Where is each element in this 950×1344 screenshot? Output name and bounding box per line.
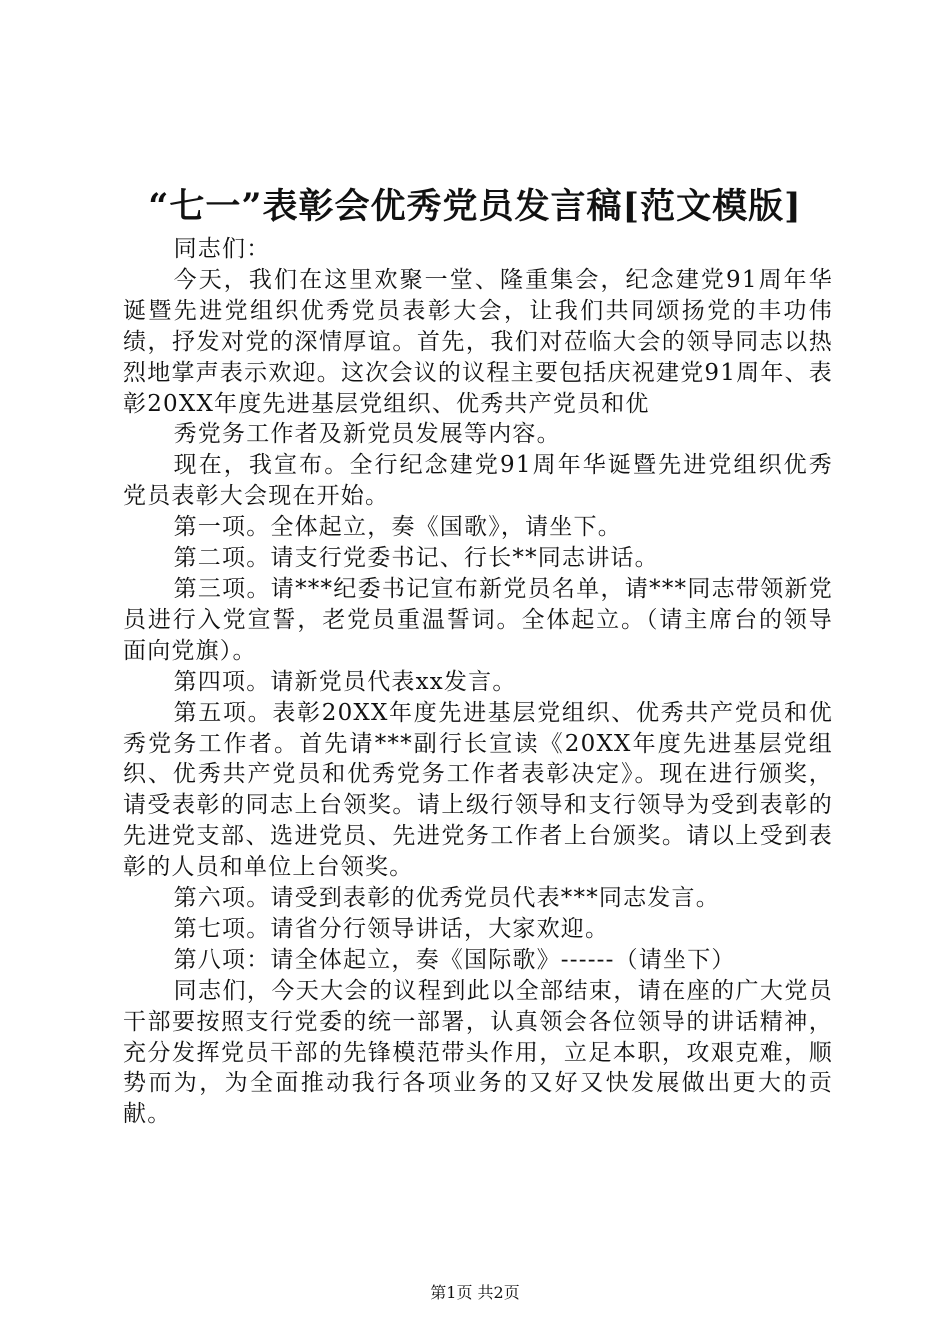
paragraph-closing: 同志们，今天大会的议程到此以全部结束，请在座的广大党员干部要按照支行党委的统一部署，认真领会各位领导的讲话精神，充分发挥党员干部的先锋模范带头作用，立足本职，攻艰克难，顺势而为，为全面推动我行各项业务的又好又快发展做出更大的贡献。 — [123, 977, 833, 1128]
agenda-item-5: 第五项。表彰20XX年度先进基层党组织、优秀共产党员和优秀党务工作者。首先请***副行长宣读《20XX年度先进基层党组织、优秀共产党员和优秀党务工作者表彰决定》。现在进行颁奖，请受表彰的同志上台领奖。请上级行领导和支行领导为受到表彰的先进党支部、选进党员、先进党务工作者上台颁奖。请以上受到表彰的人员和单位上台领奖。 — [123, 699, 833, 881]
agenda-item-7: 第七项。请省分行领导讲话，大家欢迎。 — [173, 915, 610, 942]
paragraph-announcement: 现在，我宣布。全行纪念建党91周年华诞暨先进党组织优秀党员表彰大会现在开始。 — [123, 452, 833, 510]
document-body — [123, 234, 833, 1130]
agenda-item-1: 第一项。全体起立，奏《国歌》，请坐下。 — [173, 514, 622, 541]
paragraph-opening: 今天，我们在这里欢聚一堂、隆重集会，纪念建党91周年华诞暨先进党组织优秀党员表彰大会，让我们共同颂扬党的丰功伟绩，抒发对党的深情厚谊。首先，我们对莅临大会的领导同志以热烈地掌声表示欢迎。这次会议的议程主要包括庆祝建党91周年、表彰20XX年度先进基层党组织、优秀共产党员和优 — [123, 266, 833, 417]
agenda-item-8: 第八项：请全体起立，奏《国际歌》------（请坐下） — [173, 946, 736, 973]
agenda-item-6: 第六项。请受到表彰的优秀党员代表***同志发言。 — [173, 885, 720, 912]
document-title: “七一”表彰会优秀党员发言稿[范文模版] — [148, 186, 802, 227]
agenda-item-3: 第三项。请***纪委书记宣布新党员名单，请***同志带领新党员进行入党宣誓，老党员重温誓词。全体起立。（请主席台的领导面向党旗）。 — [123, 575, 833, 664]
salutation: 同志们： — [173, 236, 271, 262]
page-number-footer: 第1页 共2页 — [430, 1283, 520, 1302]
agenda-item-2: 第二项。请支行党委书记、行长**同志讲话。 — [173, 545, 659, 572]
agenda-item-4: 第四项。请新党员代表xx发言。 — [173, 668, 517, 695]
paragraph-opening-continued: 秀党务工作者及新党员发展等内容。 — [173, 421, 561, 448]
